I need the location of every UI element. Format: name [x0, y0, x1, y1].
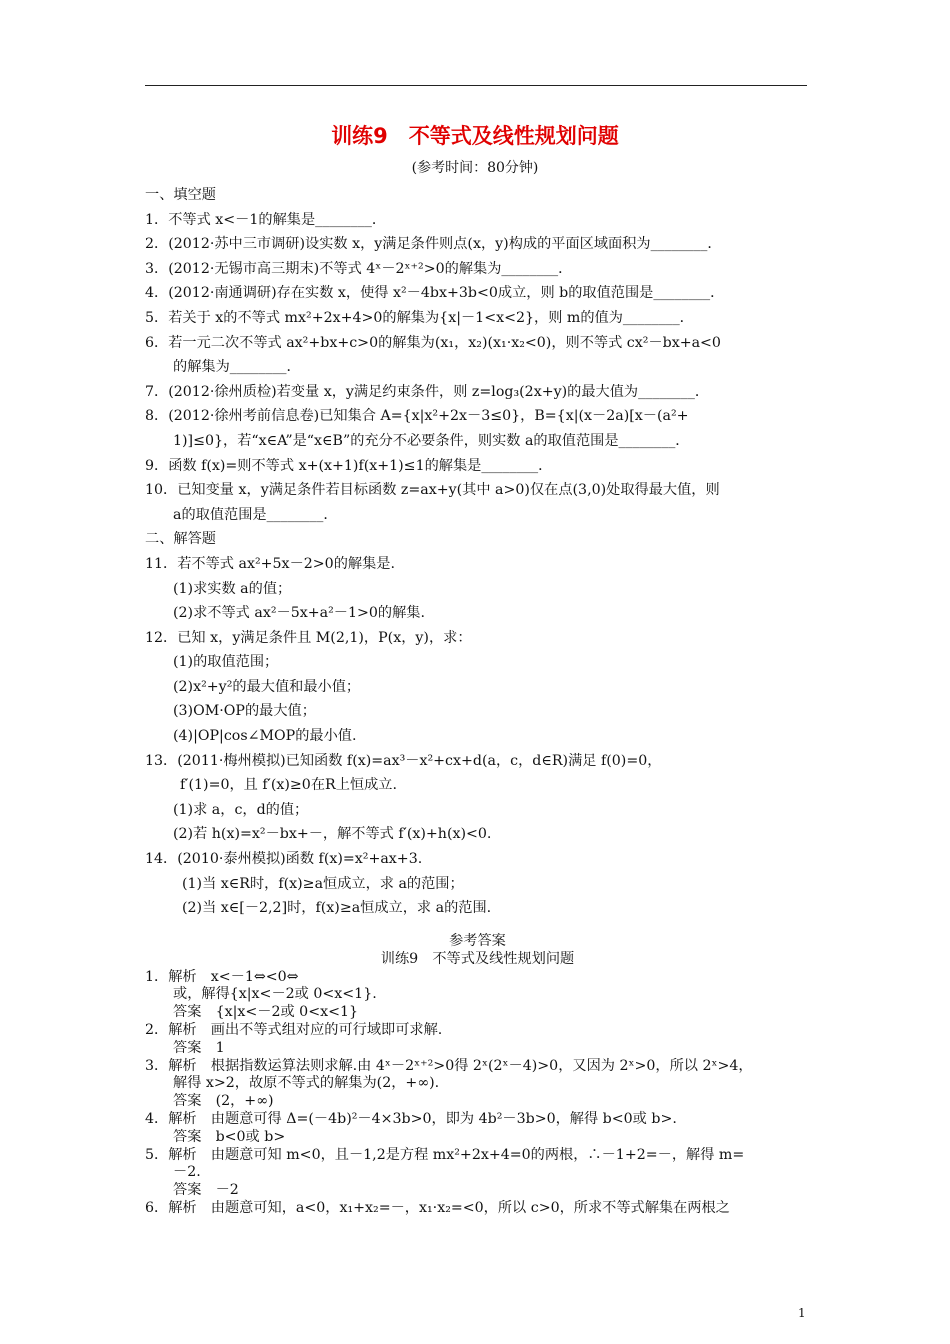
answer-5-cont: －2.	[173, 1164, 201, 1181]
question-6-cont: 的解集为________．	[173, 359, 301, 376]
question-14: 14．(2010·泰州模拟)函数 f(x)=x²+ax+3.	[145, 851, 423, 868]
question-8: 8．(2012·徐州考前信息卷)已知集合 A={x|x²+2x－3≤0}，B={x|(x－2a)[x－(a²+	[145, 408, 689, 425]
top-rule	[145, 85, 807, 86]
answer-2: 2．解析 画出不等式组对应的可行域即可求解.	[145, 1021, 443, 1038]
answer-3: 3．解析 根据指数运算法则求解.由 4ˣ－2ˣ⁺²>0得 2ˣ(2ˣ－4)>0，又因为 2ˣ>0，所以 2ˣ>4，	[145, 1057, 753, 1074]
questions	[145, 183, 810, 921]
question-10-cont: a的取值范围是________．	[173, 506, 338, 523]
question-7: 7．(2012·徐州质检)若变量 x，y满足约束条件，则 z=log₃(2x+y)的最大值为________．	[145, 383, 710, 400]
question-6: 6．若一元二次不等式 ax²+bx+c>0的解集为(x₁，x₂)(x₁·x₂<0)，则不等式 cx²－bx+a<0	[145, 334, 721, 351]
question-14-part: (1)当 x∈R时，f(x)≥a恒成立，求 a的范围；	[182, 875, 464, 892]
answers-title: 训练9 不等式及线性规划问题	[380, 950, 575, 967]
answer-1-cont: 或，解得{x|x<－2或 0<x<1}.	[173, 986, 377, 1003]
question-11-part: (2)求不等式 ax²－5x+a²－1>0的解集.	[173, 605, 425, 622]
time-note: (参考时间：80分钟)	[411, 160, 539, 176]
answer-4-result: 答案 b<0或 b>	[173, 1128, 286, 1145]
question-12-part: (1)的取值范围；	[173, 654, 279, 671]
answer-5-result: 答案 －2	[173, 1182, 239, 1199]
question-3: 3．(2012·无锡市高三期末)不等式 4ˣ－2ˣ⁺²>0的解集为________．	[145, 260, 573, 277]
question-12: 12．已知 x，y满足条件且 M(2,1)，P(x，y)，求：	[145, 629, 472, 646]
answer-1-result: 答案 {x|x<－2或 0<x<1}	[173, 1004, 359, 1021]
section-heading: 二、解答题	[145, 531, 216, 548]
answer-6: 6．解析 由题意可知，a<0，x₁+x₂=－，x₁·x₂=<0，所以 c>0，所求不等式解集在两根之	[145, 1199, 730, 1216]
question-11-part: (1)求实数 a的值；	[173, 580, 292, 597]
question-2: 2．(2012·苏中三市调研)设实数 x，y满足条件则点(x，y)构成的平面区域面积为________．	[145, 236, 722, 253]
question-10: 10．已知变量 x，y满足条件若目标函数 z=ax+y(其中 a>0)仅在点(3,0)处取得最大值，则	[145, 482, 720, 499]
answers	[145, 933, 810, 1218]
question-1: 1．不等式 x<－1的解集是________．	[145, 211, 387, 228]
answer-3-result: 答案 (2，+∞)	[173, 1093, 274, 1110]
section-heading: 一、填空题	[145, 187, 216, 203]
page-number: 1	[798, 1306, 806, 1320]
answer-1: 1．解析 x<－1⇔<0⇔	[145, 968, 299, 985]
question-13-part: (2)若 h(x)=x²－bx+－，解不等式 f′(x)+h(x)<0.	[173, 826, 492, 843]
answer-3-cont: 解得 x>2，故原不等式的解集为(2，+∞).	[173, 1075, 440, 1092]
question-13: 13．(2011·梅州模拟)已知函数 f(x)=ax³－x²+cx+d(a，c，d∈R)满足 f(0)=0，	[145, 752, 662, 769]
question-14-part: (2)当 x∈[－2,2]时，f(x)≥a恒成立，求 a的范围.	[182, 900, 492, 917]
question-12-part: (3)OM·OP的最大值；	[173, 703, 316, 720]
answer-5: 5．解析 由题意可知 m<0，且－1,2是方程 mx²+2x+4=0的两根，∴－1+2=－，解得 m=	[145, 1146, 745, 1163]
answer-2-result: 答案 1	[173, 1039, 225, 1056]
question-12-part: (4)|OP|cos∠MOP的最小值.	[173, 728, 357, 745]
question-13-cont: f′(1)=0，且 f′(x)≥0在R上恒成立.	[180, 777, 397, 794]
question-4: 4．(2012·南通调研)存在实数 x，使得 x²－4bx+3b<0成立，则 b的取值范围是________．	[145, 285, 725, 302]
question-13-part: (1)求 a，c，d的值；	[173, 801, 309, 818]
question-8-cont: 1)]≤0}，若“x∈A”是“x∈B”的充分不必要条件，则实数 a的取值范围是________．	[173, 432, 690, 449]
answer-4: 4．解析 由题意可得 Δ=(－4b)²－4×3b>0，即为 4b²－3b>0，解得 b<0或 b>.	[145, 1110, 677, 1127]
page-title: 训练9 不等式及线性规划问题	[331, 124, 619, 148]
question-5: 5．若关于 x的不等式 mx²+2x+4>0的解集为{x|－1<x<2}，则 m的值为________．	[145, 309, 694, 326]
question-11: 11．若不等式 ax²+5x－2>0的解集是.	[145, 555, 395, 572]
question-9: 9．函数 f(x)=则不等式 x+(x+1)f(x+1)≤1的解集是________．	[145, 457, 553, 474]
answers-heading: 参考答案	[449, 933, 506, 949]
question-12-part: (2)x²+y²的最大值和最小值；	[173, 678, 361, 695]
